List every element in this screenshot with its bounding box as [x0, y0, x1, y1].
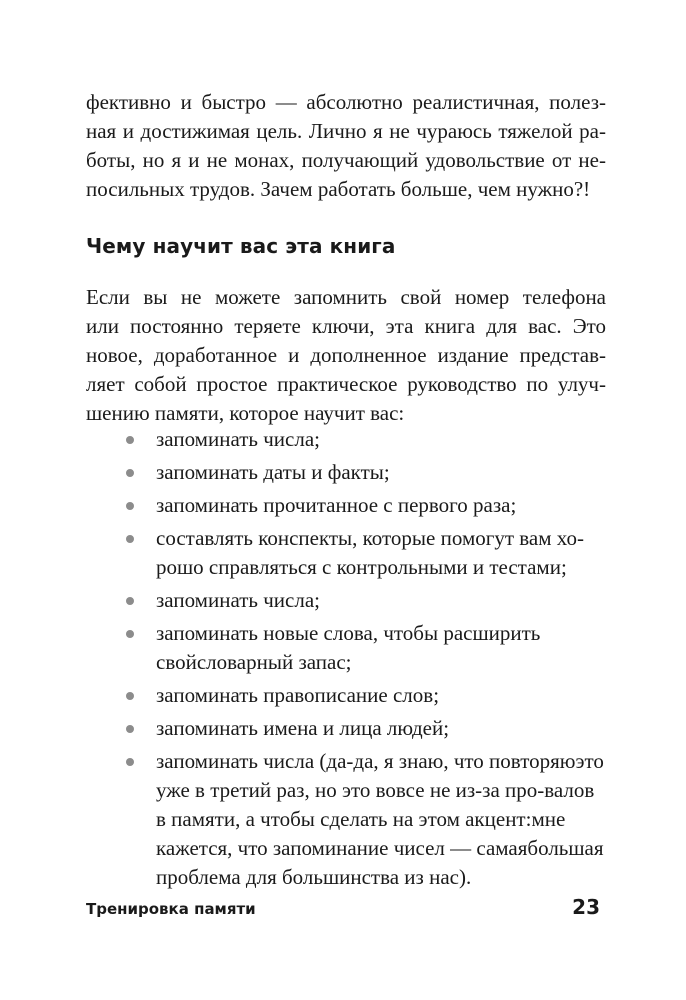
list-item-text	[156, 458, 606, 487]
list-item-line: запоминать прочитанное с первого раза;	[156, 493, 517, 517]
bullet-dot-icon	[126, 535, 134, 543]
list-item-line: запоминать числа (да-да, я знаю, что повторяю	[156, 749, 576, 773]
list-item	[126, 681, 606, 710]
paragraph-line: новое, доработанное и дополненное издание представ-	[86, 343, 606, 367]
intro-line: фективно и быстро — абсолютно реалистичная, полез-	[86, 90, 606, 114]
paragraph-line: шению памяти, которое научит вас:	[86, 401, 405, 425]
list-item	[126, 586, 606, 615]
list-item-line: валов в памяти, а чтобы сделать на этом акцент:	[156, 778, 595, 831]
list-item-line: это уже в третий раз, но это вовсе не из-за про-	[156, 749, 604, 802]
list-item-text	[156, 491, 606, 520]
list-item-line: запоминать числа;	[156, 427, 320, 451]
bullet-dot-icon	[126, 725, 134, 733]
list-item	[126, 425, 606, 454]
section-heading: Чему научит вас эта книга	[86, 234, 396, 258]
list-item-line: составлять конспекты, которые помогут вам хо-	[156, 526, 584, 550]
list-item-line: словарный запас;	[196, 650, 352, 674]
intro-paragraph	[86, 88, 606, 204]
list-item-line: запоминать даты и факты;	[156, 460, 390, 484]
bullet-dot-icon	[126, 758, 134, 766]
list-item-line: запоминать новые слова, чтобы расширить свой	[156, 621, 541, 674]
list-item	[126, 619, 606, 677]
list-item-line: запоминать имена и лица людей;	[156, 716, 450, 740]
bullet-dot-icon	[126, 597, 134, 605]
intro-line: боты, но я и не монах, получающий удовольствие от не-	[86, 148, 606, 172]
list-item	[126, 714, 606, 743]
bullet-dot-icon	[126, 502, 134, 510]
bullet-dot-icon	[126, 436, 134, 444]
list-item-text	[156, 586, 606, 615]
page-number: 23	[572, 895, 600, 919]
list-item-text	[156, 747, 606, 892]
list-item-text	[156, 714, 606, 743]
list-item	[126, 747, 606, 892]
list-item-line: мне кажется, что запоминание чисел — самая	[156, 807, 566, 860]
list-item	[126, 458, 606, 487]
list-item-text	[156, 524, 606, 582]
list-item-line: большая проблема для большинства из нас).	[156, 836, 604, 889]
list-item-text	[156, 425, 606, 454]
list-item	[126, 524, 606, 582]
paragraph-line: ляет собой простое практическое руководство по улуч-	[86, 372, 606, 396]
list-item-line: запоминать числа;	[156, 588, 320, 612]
bullet-dot-icon	[126, 630, 134, 638]
bullet-dot-icon	[126, 692, 134, 700]
bullet-list	[126, 425, 606, 896]
list-item-line: рошо справляться с контрольными и тестами;	[156, 555, 567, 579]
list-item-line: запоминать правописание слов;	[156, 683, 440, 707]
list-item	[126, 491, 606, 520]
body-paragraph	[86, 283, 606, 428]
intro-line: ная и достижимая цель. Лично я не чураюсь тяжелой ра-	[86, 119, 606, 143]
running-footer-title: Тренировка памяти	[86, 900, 256, 918]
list-item-text	[156, 619, 606, 677]
intro-line: посильных трудов. Зачем работать больше, чем нужно?!	[86, 177, 591, 201]
list-item-text	[156, 681, 606, 710]
bullet-dot-icon	[126, 469, 134, 477]
paragraph-line: Если вы не можете запомнить свой номер телефона	[86, 285, 606, 309]
paragraph-line: или постоянно теряете ключи, эта книга для вас. Это	[86, 314, 606, 338]
